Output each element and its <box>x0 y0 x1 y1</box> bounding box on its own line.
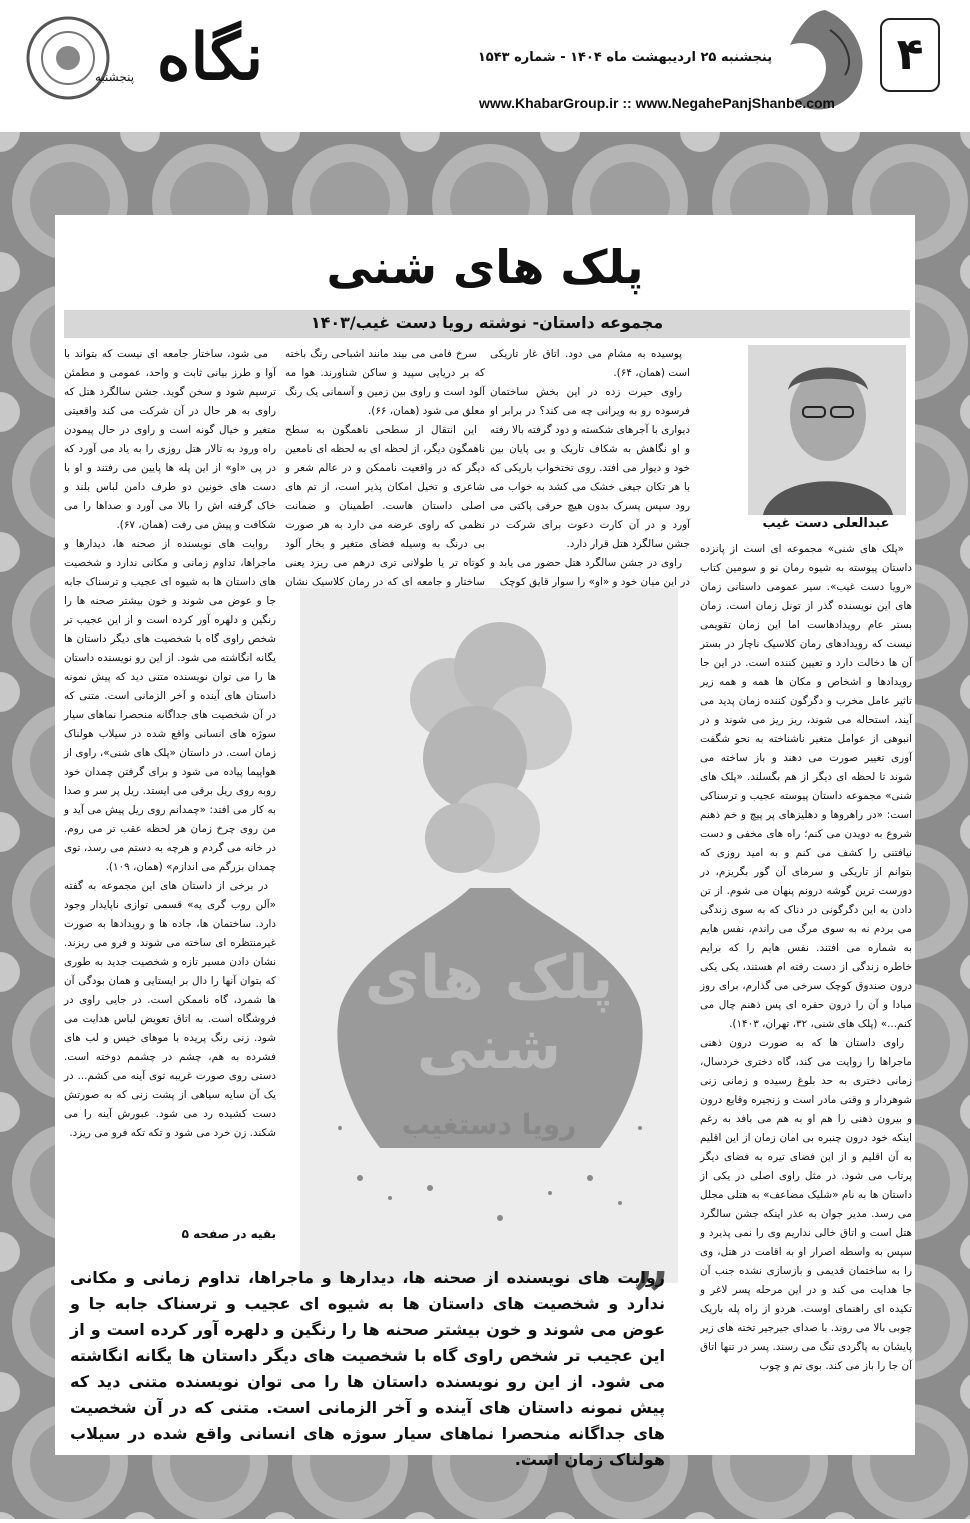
article-column-1 <box>700 540 912 1460</box>
paragraph: سرخ فامی می بیند مانند اشباحی رنگ باخته که بر دریایی سپید و ساکن شناورند. هوا مه آلود است و راوی بین زمین و آسمانی یک رنگ معلق می شود (همان، ۶۶). <box>285 348 485 417</box>
quote-mark-icon: ” <box>630 1255 671 1348</box>
paragraph: در برخی از داستان های این مجموعه به گفته «آلن روب گری یه» قسمی توازی ناپایدار وجود دارد. ساختمان ها، جاده ها و رویدادها به صورت غیرمنتظره ای ساخته می شوند و فرو می ریزند. نشان دادن مسیر تازه و شخصیت جدید به طوری که بتوان آنها را دال بر ایستایی و همان بودگی آن ها شمرد، گاه ناممکن است. در جایی راوی در فروشگاه است. به اتاق تعویض لباس هدایت می شود. زنی رنگ پریده با موهای خیس و لب های فشرده به هم، چشم در چشمم دوخته است. دستی روی صورت غریبه توی آینه می کشم... در یک آن سایه سیاهی از پشت زنی که به صورتش دست کشیده رد می شود. عبورش آینه را می شکند. زن خرد می شود و تکه تکه فرو می ریزد. <box>64 880 276 1139</box>
article-column-3 <box>285 345 485 588</box>
cover-author: رویا دستغیب <box>401 1108 577 1141</box>
article-column-4 <box>64 345 276 1225</box>
page-number: ۴ <box>880 18 940 92</box>
issue-date-line: پنجشنبه ۲۵ اردیبهشت ماه ۱۴۰۴ - شماره ۱۵۴۳ <box>477 50 773 65</box>
cover-title: پلک های شنی <box>364 943 614 1083</box>
continued-note: بقیه در صفحه ۵ <box>181 1227 276 1241</box>
decorative-ornament <box>8 8 128 108</box>
article-column-2 <box>490 345 690 588</box>
paragraph: راوی در جشن سالگرد هتل حضور می یابد و در این میان خود و «او» را سوار قایق کوچک <box>490 557 690 588</box>
paragraph: می شود، ساختار جامعه ای نیست که بتواند با آوا و طرز بیانی ثابت و واحد، عمومی و مطمئن ترسیم شود و سخن گوید. جشن سالگرد هتل که راوی به هر حال در آن شرکت می کند واقعیتی متغیر و خیال گونه است و راوی در حال پیمودن راه ورود به تالار هتل روزی را به یاد می آورد که در پی «او» از این پله ها پایین می رفتند و او با دست های خونین دو طرف دامن لباس بلند و خاک گرفته اش را بالا می آورد و صداها را می شکافت و پیش می رفت (همان، ۶۷). <box>64 348 276 531</box>
author-photo <box>748 345 906 515</box>
paragraph: «پلک های شنی» مجموعه ای است از پانزده داستان پیوسته به شیوه رمان نو و سومین کتاب «رویا دست غیب». سیر عمومی داستانی زمان های این نویسنده گذر از تونل زمان است. زمان بستر عام رویدادهاست اما این زمان تقویمی نیست که رویدادهای رمان کلاسیک ناچار در بستر آن ها دخالت دارد و تعیین کننده است. در این جا رویدادها و اشخاص و مکان ها همه و همه زیر تاثیر عامل مخرب و دگرگون کننده زمان پدید می آیند، استحاله می شوند، ریز ریز می شوند و در انبوهی از عوامل متغیر ناشناخته به نحو شگفت آوری تغییر صورت می دهند و باز ساخته می شوند تا لحظه ای دیگر از هم بگسلند. «پلک های شنی» مجموعه داستان پیوسته عجیب و ترسناکی است: «در راهروها و دهلیزهای پر پیچ و خم ذهنم شروع به دویدن می کنم؛ راه های مخفی و دست نیافتنی را کشف می کنم و به امید روزی که بتوانم از تاریکی و سرمای آن گور بگریزم، در دورست ترین گوشه درونم پنهان می شوم. از تن دادن به این دگرگونی در دناک که به سوی زندگی می بردم نه به سوی مرگ می راندم، نفس هایم به شماره می افتند. نفس هایم را که برایم خاطره زندگی از دست رفته ام هستند، یکی یکی درون صندوق کوچک سرخی می گذارم، برای روز مبادا و آن را درون حفره ای پس ذهنم چال می کنم...» (پلک های شنی، ۳۲، تهران، ۱۴۰۳). <box>700 543 912 1030</box>
pull-quote: روایت های نویسنده از صحنه ها، دیدارها و ماجراها، تداوم زمانی و مکانی ندارد و شخصیت های داستان ها به شیوه ای عجیب و ترسناک جابه جا و عوض می شوند و خون بیشتر صحنه ها را رنگین و دلهره آور کرده است و از این عجیب تر شخص راوی گاه با شخصیت های دیگر داستان ها یگانه انگاشته می شود. از این رو نویسنده داستان ها را می توان نویسنده متنی دید که پیش نمونه داستان های آینده و آخر الزمانی است. متنی که در آن شخصیت های جداگانه منحصرا نماهای سیار سوژه های انسانی واقع شده در سیلاب هولناک زمان است. <box>70 1268 665 1469</box>
article-title: پلک های شنی <box>326 240 644 294</box>
paragraph: راوی حیرت زده در این بخش ساختمان فرسوده رو به ویرانی چه می کند؟ در برابر او دیواری با آجرهای شکسته و دود گرفته بالا رفته و او نگاهش به شکاف تاریک و بی پایان بین خود و دیوار می افتد. روی تختخواب باریکی که با هر تکان جیغی خشک می کشد به خواب می رود سپس پسرک بدون هیچ حرفی پاکتی می آورد و در آن کارت دعوت برای شرکت در جشن سالگرد هتل قرار دارد. <box>490 386 690 550</box>
paragraph: این انتقال از سطحی ناهمگون به سطح ناهمگون دیگر، از لحظه ای به لحظه ای نامعین دیگر که در واقعیت ناممکن و در عالم شعر و شاعری و تخیل امکان پذیر است، از تم های اصلی داستان هاست. اطمینان و ضمانت نظمی که راوی عرضه می دارد به هر صورت بی درنگ به وسیله فضای متغیر و بخار آلود کوتاه تر یا طولانی تری درهم می ریزد یعنی ساختار و جامعه ای که در رمان کلاسیک نشان <box>285 424 485 588</box>
cover-illustration <box>300 588 678 1283</box>
article-subtitle: مجموعه داستان- نوشته رویا دست غیب/۱۴۰۳ <box>310 313 664 332</box>
masthead-logo: نگاه <box>156 20 264 95</box>
masthead-subtitle: پنجشنبه <box>95 70 135 84</box>
paragraph: پوسیده به مشام می دود. اتاق غار تاریکی است (همان، ۶۴). <box>490 348 690 379</box>
author-name: عبدالعلی دست غیب <box>762 516 890 531</box>
paragraph: راوی داستان ها که به صورت درون ذهنی ماجراها را روایت می کند، گاه دختری خردسال، زمانی دختری به حد بلوغ رسیده و زمانی زنی شوهردار و وقتی مادر است و زنجیره وقایع درون و بیرون ذهنی را هم او به هم می بافد به رغم اینکه خود درون چنبره بی امان زمان از این اقلیم به آن اقلیم و از این فضای تیره به فضای دیگر پرتاب می شود. در مثل راوی اصلی در یکی از داستان ها به نام «شلیک مضاعف» به هتلی مجلل می رسد. مدیر جوان به عذر اینکه جشن سالگرد هتل است و اتاق خالی نداریم وی را نمی پذیرد و سپس به واسطه اصرار او به اقامت در هتل، وی را به ساختمان قدیمی و بازسازی نشده جنب آن جا هدایت می کند و در این مرحله پسر لاغر و تکیده ای راهنمای اوست. هردو از راه پله باریک چوبی بالا می روند. با صدای جیرجیر تخته های زیر پایشان به پاگردی تنگ می رسند. پسر در تنها اتاق آن جا را باز می کند. بوی نم و چوب <box>700 1037 912 1372</box>
book-cover-image <box>300 588 678 1283</box>
paragraph: روایت های نویسنده از صحنه ها، دیدارها و ماجراها، تداوم زمانی و مکانی ندارد و شخصیت های داستان ها به شیوه ای عجیب و ترسناک جابه جا و عوض می شوند و خون بیشتر صحنه ها را رنگین و دلهره آور کرده است و از این عجیب تر شخص راوی گاه با شخصیت های دیگر داستان ها یگانه انگاشته می شود. از این رو نویسنده داستان ها را می توان نویسنده متنی دید که پیش نمونه داستان های آینده و آخر الزمانی است. متنی که در آن شخصیت های جداگانه منحصرا نماهای سیار سوژه های انسانی واقع شده در سیلاب هولناک زمان است. در داستان «پلک های شنی»، راوی از هواپیما پیاده می شود و برای گرفتن چمدان خود روبه روی ریل برقی می ایستد. ریل پر سر و صدا به کار می افتد: «چمدانم روی ریل پیش می آید و من روی چرخ زمان هر لحظه عقب تر می روم. در خانه می گردم و هرچه به دستم می رسد، توی چمدان بزرگم می اندازم» (همان، ۱۰۹). <box>64 538 276 873</box>
website-urls[interactable]: www.KhabarGroup.ir :: www.NegahePanjShanbe.com <box>478 95 835 111</box>
